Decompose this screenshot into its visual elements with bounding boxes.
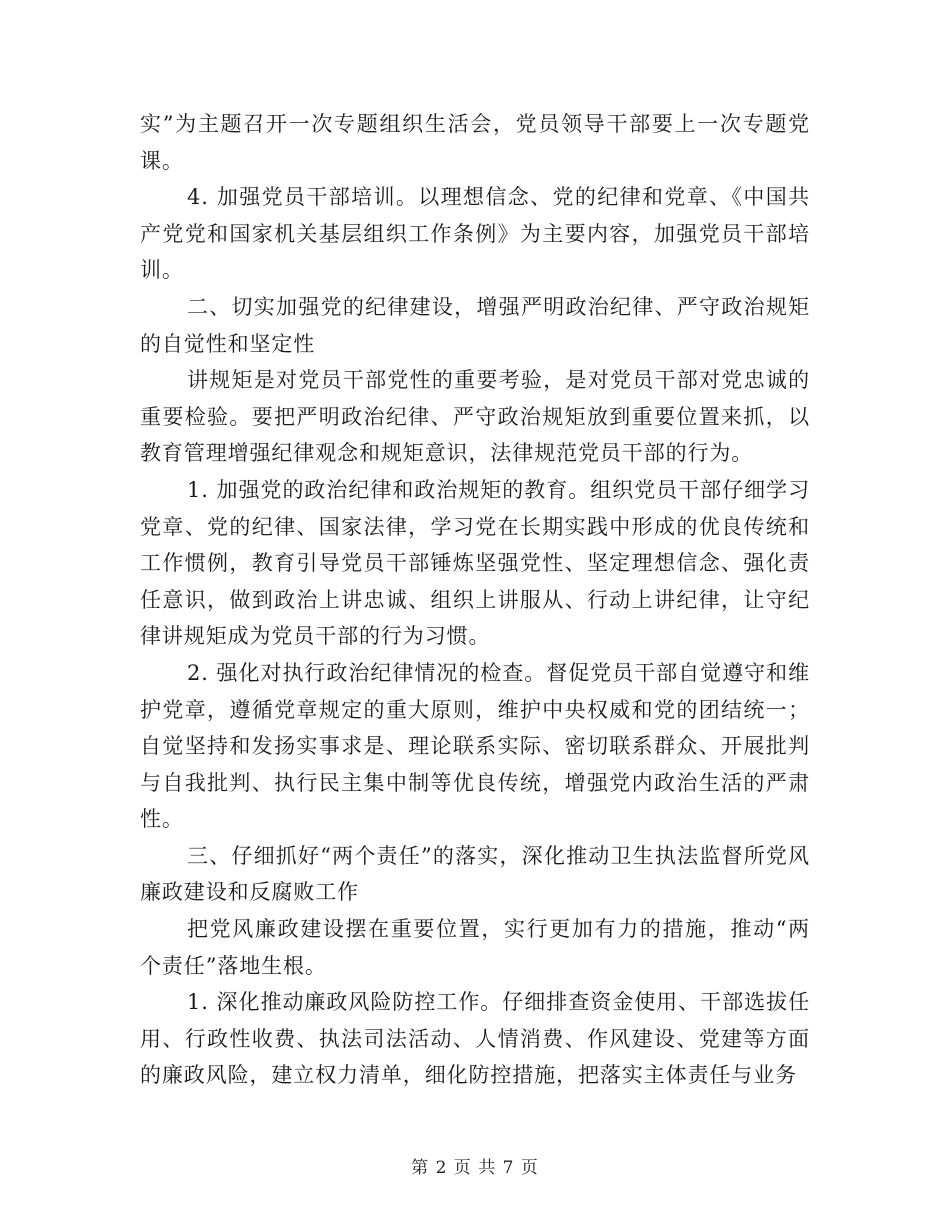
page-number-footer: 第 2 页 共 7 页 bbox=[411, 1158, 539, 1178]
paragraph-item-1-risk-control: 1. 深化推动廉政风险防控工作。仔细排查资金使用、干部选拔任用、行政性收费、执法司法活动、人情消费、作风建设、党建等方面的廉政风险，建立权力清单，细化防控措施，把落实主体责任与业务 bbox=[140, 990, 810, 1088]
paragraph-section-3-intro: 把党风廉政建设摆在重要位置，实行更加有力的措施，推动“两个责任”落地生根。 bbox=[140, 917, 810, 978]
section-heading-3: 三、仔细抓好“两个责任”的落实，深化推动卫生执法监督所党风廉政建设和反腐败工作 bbox=[140, 843, 810, 905]
paragraph-continuation: 实”为主题召开一次专题组织生活会，党员领导干部要上一次专题党课。 bbox=[140, 112, 810, 173]
paragraph-item-4-training: 4. 加强党员干部培训。以理想信念、党的纪律和党章、《中国共产党党和国家机关基层组织工作条例》为主要内容，加强党员干部培训。 bbox=[140, 185, 810, 283]
paragraph-item-1-education: 1. 加强党的政治纪律和政治规矩的教育。组织党员干部仔细学习党章、党的纪律、国家法律，学习党在长期实践中形成的优良传统和工作惯例，教育引导党员干部锤炼坚强党性、坚定理想信念、强化责任意识，做到政治上讲忠诚、组织上讲服从、行动上讲纪律，让守纪律讲规矩成为党员干部的行为习惯。 bbox=[140, 477, 810, 649]
document-body bbox=[140, 106, 810, 1094]
section-heading-2: 二、切实加强党的纪律建设，增强严明政治纪律、严守政治规矩的自觉性和坚定性 bbox=[140, 294, 810, 356]
paragraph-item-2-inspection: 2. 强化对执行政治纪律情况的检查。督促党员干部自觉遵守和维护党章，遵循党章规定的重大原则，维护中央权威和党的团结统一；自觉坚持和发扬实事求是、理论联系实际、密切联系群众、开展批判与自我批判、执行民主集中制等优良传统，增强党内政治生活的严肃性。 bbox=[140, 660, 810, 832]
paragraph-section-2-intro: 讲规矩是对党员干部党性的重要考验，是对党员干部对党忠诚的重要检验。要把严明政治纪律、严守政治规矩放到重要位置来抓，以教育管理增强纪律观念和规矩意识，法律规范党员干部的行为。 bbox=[140, 368, 810, 466]
